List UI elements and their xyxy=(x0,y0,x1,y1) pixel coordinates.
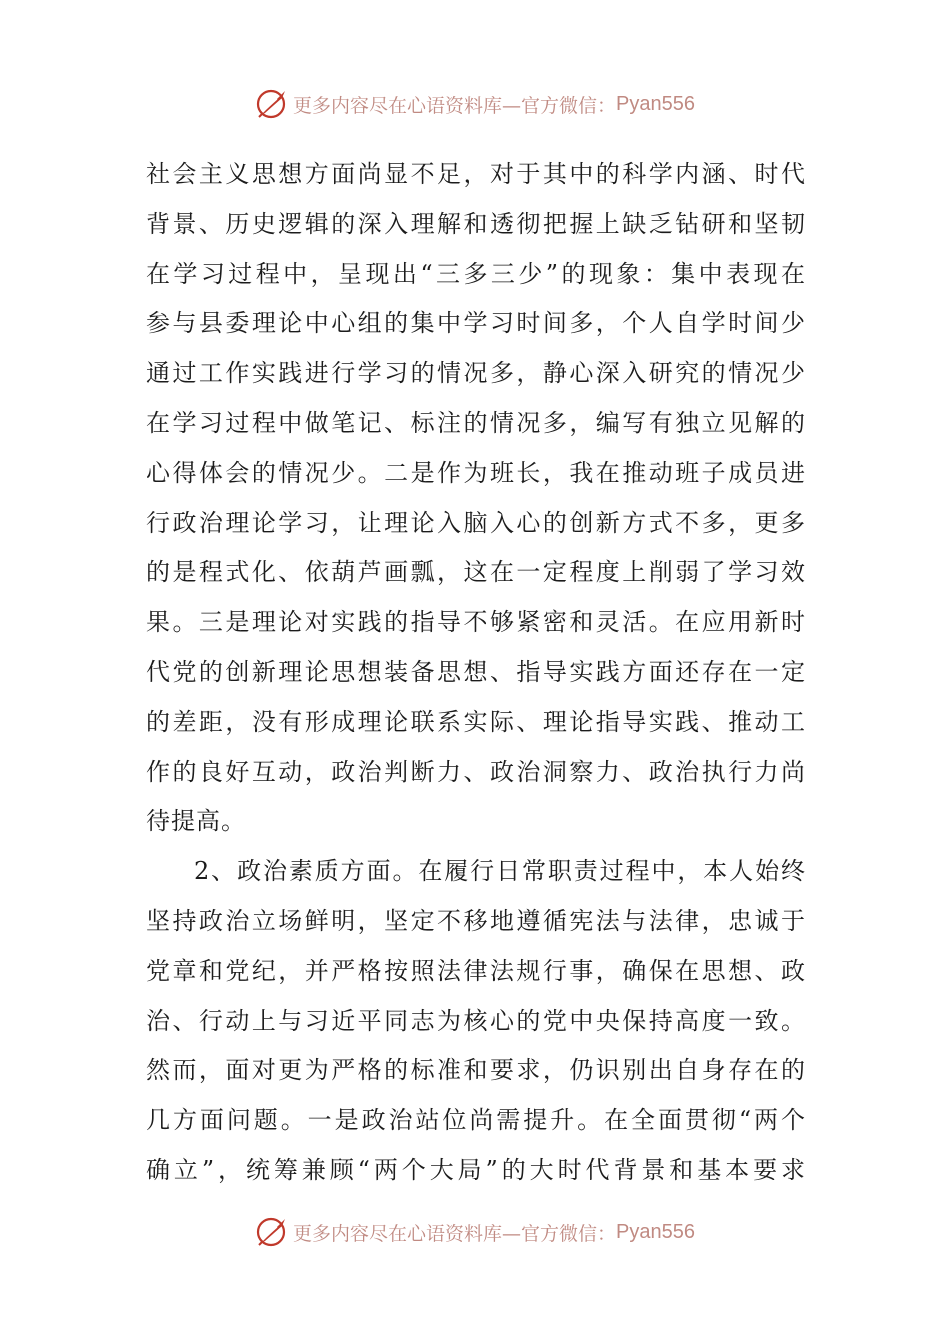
header-banner-text: 更多内容尽在心语资料库—官方微信： xyxy=(293,94,617,117)
text-line: 背景、历史逻辑的深入理解和透彻把握上缺乏钻研和坚韧 xyxy=(146,209,806,238)
body-text xyxy=(146,150,806,1196)
footer-banner-text: 更多内容尽在心语资料库—官方微信： xyxy=(293,1222,617,1245)
text-line: 社会主义思想方面尚显不足，对于其中的科学内涵、时代 xyxy=(146,160,806,188)
header-wechat-id: Pyan556 xyxy=(616,92,695,115)
text-line: 确立”，统筹兼顾“两个大局”的大时代背景和基本要求 xyxy=(146,1155,806,1184)
text-line: 2、政治素质方面。在履行日常职责过程中，本人始终 xyxy=(194,857,806,886)
text-line: 的是程式化、依葫芦画瓢，这在一定程度上削弱了学习效 xyxy=(146,558,806,587)
text-line: 治、行动上与习近平同志为核心的党中央保持高度一致。 xyxy=(146,1006,806,1035)
quill-logo-icon xyxy=(255,87,289,121)
text-line: 作的良好互动，政治判断力、政治洞察力、政治执行力尚 xyxy=(146,757,806,786)
text-line: 几方面问题。一是政治站位尚需提升。在全面贯彻“两个 xyxy=(146,1106,806,1135)
text-line: 代党的创新理论思想装备思想、指导实践方面还存在一定 xyxy=(146,657,806,686)
quill-logo-icon xyxy=(255,1215,289,1249)
text-line: 党章和党纪，并严格按照法律法规行事，确保在思想、政 xyxy=(146,956,806,985)
text-line: 然而，面对更为严格的标准和要求，仍识别出自身存在的 xyxy=(146,1056,806,1085)
text-line: 心得体会的情况少。二是作为班长，我在推动班子成员进 xyxy=(146,458,806,487)
text-line: 通过工作实践进行学习的情况多，静心深入研究的情况少 xyxy=(146,359,806,388)
text-line: 待提高。 xyxy=(146,807,246,836)
text-line: 行政治理论学习，让理论入脑入心的创新方式不多，更多 xyxy=(146,508,806,537)
text-line: 坚持政治立场鲜明，坚定不移地遵循宪法与法律，忠诚于 xyxy=(146,906,806,935)
text-line: 参与县委理论中心组的集中学习时间多，个人自学时间少 xyxy=(146,309,806,338)
footer-banner xyxy=(0,1214,950,1250)
text-line: 在学习过程中做笔记、标注的情况多，编写有独立见解的 xyxy=(146,408,806,437)
text-line: 果。三是理论对实践的指导不够紧密和灵活。在应用新时 xyxy=(146,608,806,637)
footer-wechat-id: Pyan556 xyxy=(616,1220,695,1243)
text-line: 的差距，没有形成理论联系实际、理论指导实践、推动工 xyxy=(146,707,806,736)
text-line: 在学习过程中，呈现出“三多三少”的现象：集中表现在 xyxy=(146,259,806,288)
header-banner xyxy=(0,86,950,122)
